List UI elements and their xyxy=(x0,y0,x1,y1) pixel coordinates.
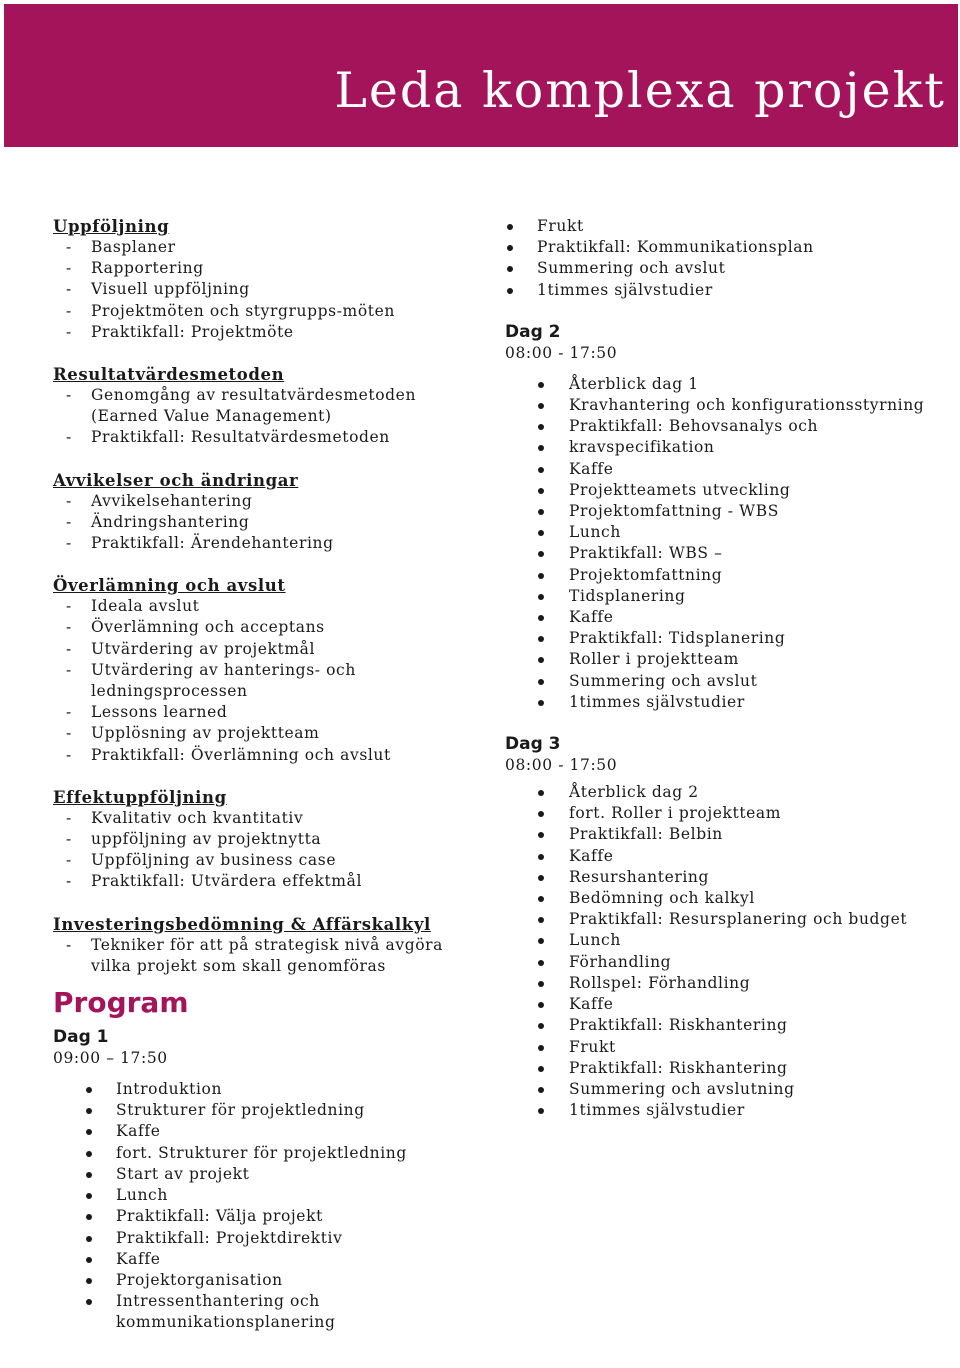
schedule-item: Summering och avslut xyxy=(505,671,955,692)
list-item: - Visuell uppföljning xyxy=(53,279,473,300)
schedule-item: Praktikfall: Riskhantering xyxy=(505,1015,955,1036)
list-item: - Praktikfall: Ärendehantering xyxy=(53,533,473,554)
section-title: Effektuppföljning xyxy=(53,787,227,807)
list-item: - uppföljning av projektnytta xyxy=(53,829,473,850)
schedule-item: Introduktion xyxy=(53,1079,473,1100)
schedule-item: Summering och avslut xyxy=(505,258,955,279)
list-item: - Tekniker för att på strategisk nivå avgöra vilka projekt som skall genomföras xyxy=(53,935,473,977)
schedule-item: 1timmes självstudier xyxy=(505,1100,955,1121)
section-title: Överlämning och avslut xyxy=(53,576,286,596)
list-item: - Kvalitativ och kvantitativ xyxy=(53,808,473,829)
program-heading: Program xyxy=(53,986,189,1020)
schedule-item: Kaffe xyxy=(505,994,955,1015)
list-item: - Uppföljning av business case xyxy=(53,850,473,871)
schedule-item: 1timmes självstudier xyxy=(505,692,955,713)
day2-time: 08:00 - 17:50 xyxy=(505,343,618,362)
left-column xyxy=(53,216,473,1334)
list-item: - Ändringshantering xyxy=(53,512,473,533)
right-column xyxy=(505,216,955,1121)
schedule-item: Start av projekt xyxy=(53,1164,473,1185)
schedule-item: Praktikfall: Riskhantering xyxy=(505,1058,955,1079)
schedule-item: Lunch xyxy=(53,1185,473,1206)
list-item: - Praktikfall: Resultatvärdesmetoden xyxy=(53,427,473,448)
day1-time: 09:00 – 17:50 xyxy=(53,1049,168,1068)
section-3 xyxy=(53,575,473,766)
list-item: - Ideala avslut xyxy=(53,596,473,617)
schedule-item: Projektomfattning xyxy=(505,565,955,586)
schedule-item: Summering och avslutning xyxy=(505,1079,955,1100)
schedule-item: Projektorganisation xyxy=(53,1270,473,1291)
section-0 xyxy=(53,216,473,343)
schedule-item: Projektteamets utveckling xyxy=(505,480,955,501)
list-item: - Projektmöten och styrgrupps-möten xyxy=(53,301,473,322)
schedule-item: Intressenthantering och kommunikationsplanering xyxy=(53,1291,473,1333)
schedule-item: 1timmes självstudier xyxy=(505,280,955,301)
schedule-item: Praktikfall: Behovsanalys och xyxy=(505,416,955,437)
section-1 xyxy=(53,364,473,449)
list-item: - Praktikfall: Överlämning och avslut xyxy=(53,745,473,766)
schedule-item: fort. Strukturer för projektledning xyxy=(53,1143,473,1164)
schedule-item: Praktikfall: Välja projekt xyxy=(53,1206,473,1227)
list-item: - Överlämning och acceptans xyxy=(53,617,473,638)
list-item: - Praktikfall: Projektmöte xyxy=(53,322,473,343)
schedule-item: Kaffe xyxy=(505,459,955,480)
day2-title: Dag 2 xyxy=(505,321,561,342)
list-item: - Upplösning av projektteam xyxy=(53,723,473,744)
schedule-item: Praktikfall: Tidsplanering xyxy=(505,628,955,649)
list-item: - Avvikelsehantering xyxy=(53,491,473,512)
list-item: - Utvärdering av hanterings- och ledningsprocessen xyxy=(53,660,473,702)
schedule-item: Kaffe xyxy=(505,607,955,628)
schedule-item: Bedömning och kalkyl xyxy=(505,888,955,909)
section-2 xyxy=(53,470,473,555)
schedule-item: Frukt xyxy=(505,216,955,237)
section-items xyxy=(53,808,473,893)
day3-schedule xyxy=(505,782,955,1121)
day1-schedule-continued xyxy=(505,216,955,301)
section-items xyxy=(53,385,473,449)
schedule-item: Praktikfall: WBS – xyxy=(505,543,955,564)
schedule-item: Kaffe xyxy=(53,1121,473,1142)
page-title: Leda komplexa projekt xyxy=(334,62,946,119)
schedule-item: Praktikfall: Kommunikationsplan xyxy=(505,237,955,258)
schedule-item: Lunch xyxy=(505,930,955,951)
schedule-item: Lunch xyxy=(505,522,955,543)
schedule-item: Praktikfall: Belbin xyxy=(505,824,955,845)
section-items xyxy=(53,237,473,343)
section-title: Uppföljning xyxy=(53,217,170,236)
schedule-item: Förhandling xyxy=(505,952,955,973)
schedule-item: Kaffe xyxy=(53,1249,473,1270)
list-item: - Praktikfall: Utvärdera effektmål xyxy=(53,871,473,892)
schedule-item: Roller i projektteam xyxy=(505,649,955,670)
schedule-item: Praktikfall: Resursplanering och budget xyxy=(505,909,955,930)
schedule-item: fort. Roller i projektteam xyxy=(505,803,955,824)
day3-title: Dag 3 xyxy=(505,734,561,755)
schedule-item: Kravhantering och konfigurationsstyrning xyxy=(505,395,955,416)
day3-time: 08:00 - 17:50 xyxy=(505,756,618,775)
section-items xyxy=(53,491,473,555)
schedule-item: Praktikfall: Projektdirektiv xyxy=(53,1228,473,1249)
schedule-item: Frukt xyxy=(505,1037,955,1058)
course-contents xyxy=(53,216,473,977)
list-item: - Rapportering xyxy=(53,258,473,279)
schedule-item: Återblick dag 1 xyxy=(505,374,955,395)
list-item: - Lessons learned xyxy=(53,702,473,723)
section-items xyxy=(53,935,473,977)
schedule-item: Projektomfattning - WBS xyxy=(505,501,955,522)
list-item: - Basplaner xyxy=(53,237,473,258)
day2-schedule xyxy=(505,374,955,713)
schedule-item: kravspecifikation xyxy=(505,437,955,458)
section-items xyxy=(53,596,473,766)
list-item: - Utvärdering av projektmål xyxy=(53,639,473,660)
day1-schedule xyxy=(53,1079,473,1333)
schedule-item: Strukturer för projektledning xyxy=(53,1100,473,1121)
section-4 xyxy=(53,787,473,893)
section-title: Resultatvärdesmetoden xyxy=(53,365,285,385)
schedule-item: Rollspel: Förhandling xyxy=(505,973,955,994)
schedule-item: Resurshantering xyxy=(505,867,955,888)
section-title: Investeringsbedömning & Affärskalkyl xyxy=(53,914,431,934)
schedule-item: Kaffe xyxy=(505,846,955,867)
section-title: Avvikelser och ändringar xyxy=(53,470,299,490)
header-banner xyxy=(4,4,958,147)
schedule-item: Återblick dag 2 xyxy=(505,782,955,803)
list-item: - Genomgång av resultatvärdesmetoden (Earned Value Management) xyxy=(53,385,473,427)
schedule-item: Tidsplanering xyxy=(505,586,955,607)
day1-title: Dag 1 xyxy=(53,1027,109,1048)
section-5 xyxy=(53,914,473,977)
